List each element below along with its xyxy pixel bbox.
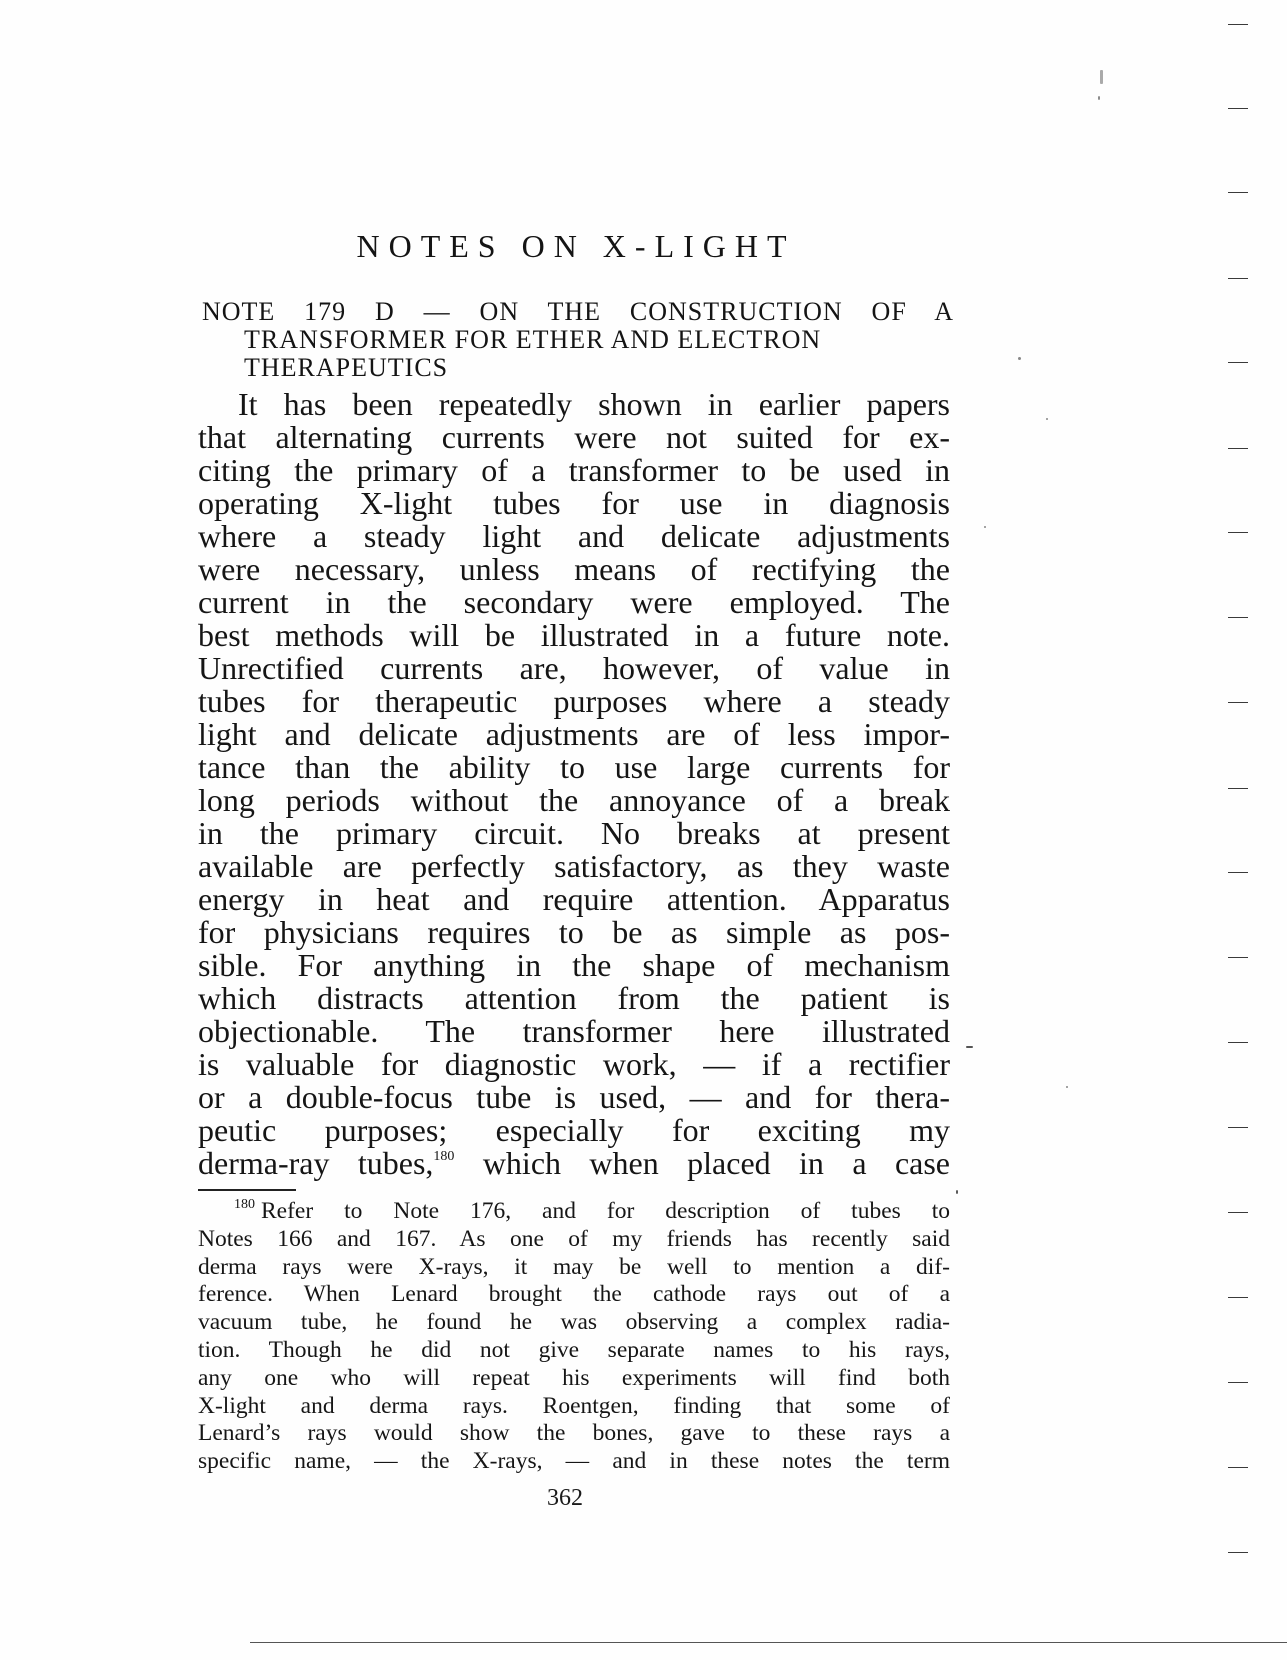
scan-tick (1228, 788, 1248, 789)
scan-speck (1066, 1086, 1068, 1088)
scan-tick (1228, 278, 1248, 279)
scan-tick (1228, 24, 1248, 25)
body-line: operating X-light tubes for use in diagnosis (198, 485, 950, 521)
scan-edge-ticks (1228, 0, 1258, 1660)
body-line: best methods will be illustrated in a future note. (198, 617, 950, 653)
scan-tick (1228, 1467, 1248, 1468)
scan-tick (1228, 192, 1248, 193)
body-line: long periods without the annoyance of a break (198, 782, 950, 818)
note-heading-line: THERAPEUTICS (244, 353, 449, 382)
body-line: light and delicate adjustments are of less impor- (198, 716, 950, 752)
scan-speck (966, 1046, 973, 1048)
scan-bottom-edge (250, 1642, 1287, 1643)
body-line-with-footnote-ref (198, 1147, 950, 1180)
body-line: It has been repeatedly shown in earlier papers (238, 386, 950, 422)
footnote-reference: 180 (433, 1149, 455, 1164)
scan-tick (1228, 957, 1248, 958)
scan-tick (1228, 448, 1248, 449)
body-line: for physicians requires to be as simple as pos- (198, 914, 950, 950)
footnote-line: derma rays were X-rays, it may be well to mention a dif- (198, 1253, 950, 1280)
scan-tick (1228, 1127, 1248, 1128)
scan-speck (1098, 96, 1100, 100)
note-heading-line: TRANSFORMER FOR ETHER AND ELECTRON (244, 325, 822, 354)
scan-speck (1018, 357, 1021, 360)
footnote-line: tion. Though he did not give separate names to his rays, (198, 1336, 950, 1363)
footnote-mark: 180 (234, 1197, 255, 1212)
scan-tick (1228, 702, 1248, 703)
footnote-line: specific name, — the X-rays, — and in these notes the term (198, 1448, 950, 1475)
footnote-line: Lenard’s rays would show the bones, gave to these rays a (198, 1420, 950, 1447)
body-line: peutic purposes; especially for exciting my (198, 1112, 950, 1148)
body-line: were necessary, unless means of rectifying the (198, 551, 950, 587)
footnote-line: vacuum tube, he found he was observing a complex radia- (198, 1309, 950, 1336)
scan-speck (984, 526, 986, 528)
body-line: citing the primary of a transformer to be used in (198, 452, 950, 488)
footnote-line: any one who will repeat his experiments will find both (198, 1364, 950, 1391)
scan-tick (1228, 532, 1248, 533)
footnote-rule (198, 1189, 296, 1191)
body-line: is valuable for diagnostic work, — if a rectifier (198, 1046, 950, 1082)
scan-tick (1228, 362, 1248, 363)
footnote (198, 1198, 950, 1476)
body-line: that alternating currents were not suited for ex- (198, 419, 950, 455)
footnote-line (198, 1198, 950, 1226)
body-line: current in the secondary were employed. The (198, 584, 950, 620)
scan-tick (1228, 872, 1248, 873)
scan-tick (1228, 1382, 1248, 1383)
scan-speck (1100, 70, 1103, 84)
running-head: NOTES ON X-LIGHT (356, 228, 796, 264)
footnote-first-line-text: Refer to Note 176, and for description of tubes to (261, 1198, 950, 1224)
scan-tick (1228, 1552, 1248, 1553)
scan-tick (1228, 1297, 1248, 1298)
body-line: sible. For anything in the shape of mechanism (198, 947, 950, 983)
footnote-line: Notes 166 and 167. As one of my friends has recently said (198, 1225, 950, 1252)
body-line: tubes for therapeutic purposes where a steady (198, 683, 950, 719)
note-heading (202, 298, 954, 382)
footnote-line: X-light and derma rays. Roentgen, finding that some of (198, 1392, 950, 1419)
body-line: available are perfectly satisfactory, as they waste (198, 848, 950, 884)
body-line: tance than the ability to use large currents for (198, 749, 950, 785)
scan-tick (1228, 108, 1248, 109)
scan-speck (1046, 418, 1048, 420)
body-line: Unrectified currents are, however, of value in (198, 650, 950, 686)
note-heading-line: NOTE 179 D — ON THE CONSTRUCTION OF A (202, 297, 954, 326)
body-line-part: which when placed in a case (454, 1145, 951, 1181)
body-line-part: derma-ray tubes, (198, 1145, 434, 1181)
scan-tick (1228, 1212, 1248, 1213)
body-line: or a double-focus tube is used, — and for thera- (198, 1079, 950, 1115)
scan-speck (956, 1190, 958, 1194)
body-line: in the primary circuit. No breaks at present (198, 815, 950, 851)
body-line: objectionable. The transformer here illustrated (198, 1013, 950, 1049)
body-line: energy in heat and require attention. Apparatus (198, 881, 950, 917)
body-line: where a steady light and delicate adjustments (198, 518, 950, 554)
footnote-line: ference. When Lenard brought the cathode rays out of a (198, 1281, 950, 1308)
body-line: which distracts attention from the patient is (198, 980, 950, 1016)
scan-tick (1228, 617, 1248, 618)
page-number: 362 (547, 1485, 583, 1511)
scan-tick (1228, 1042, 1248, 1043)
body-text (198, 388, 950, 1180)
